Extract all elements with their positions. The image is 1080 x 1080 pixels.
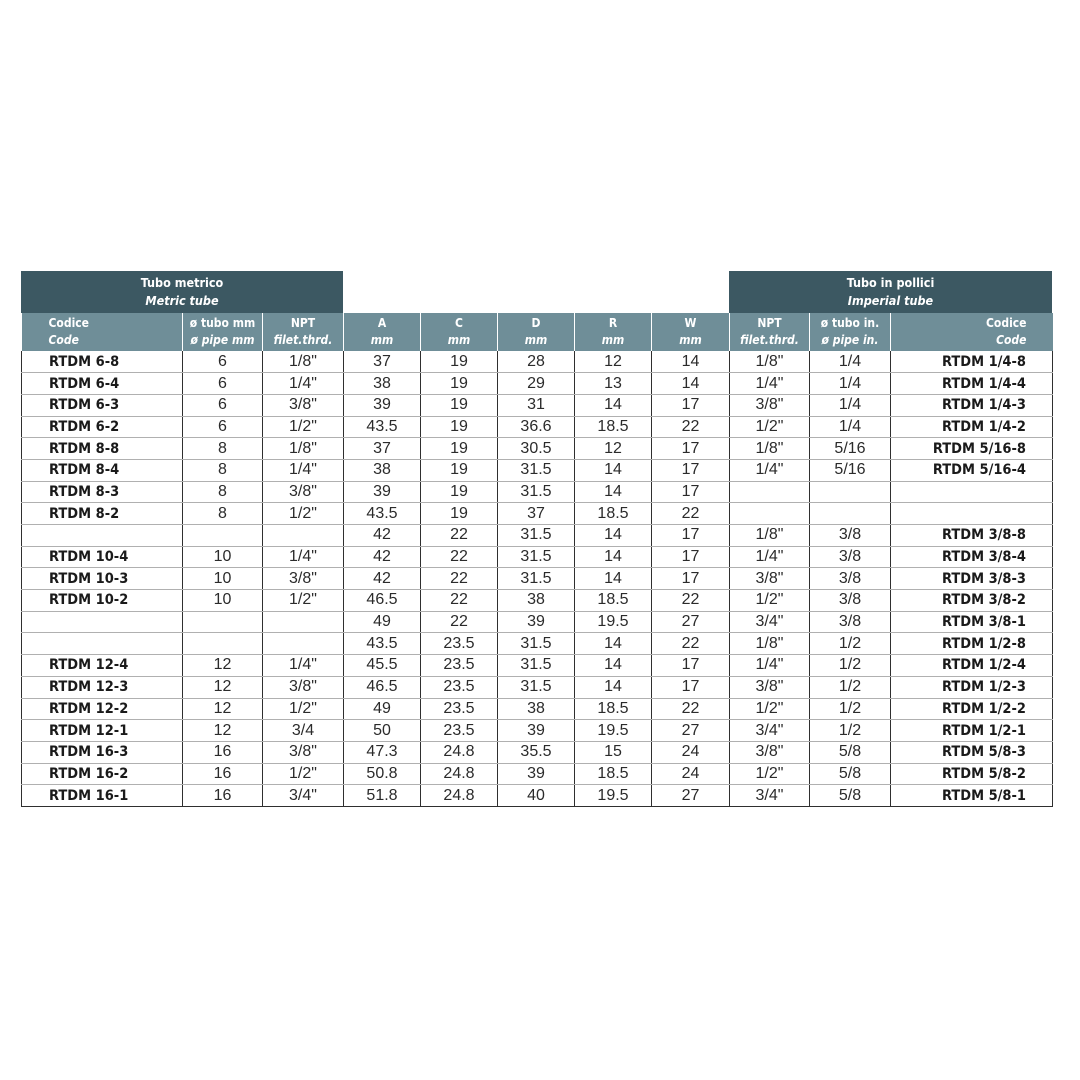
table-cell-code-metric: RTDM 16-2 — [22, 763, 183, 785]
column-header-sublabel: filet.thrd. — [273, 333, 333, 347]
table-cell-pipe-in: 5/8 — [810, 763, 891, 785]
table-row — [22, 741, 1053, 763]
table-cell-dim-c: 23.5 — [421, 698, 498, 720]
table-cell-dim-r: 14 — [575, 676, 652, 698]
table-cell-code-metric — [22, 633, 183, 655]
table-cell-code-imperial: RTDM 3/8-3 — [891, 568, 1053, 590]
table-row — [22, 611, 1053, 633]
table-cell-pipe-in: 3/8 — [810, 590, 891, 612]
table-cell-pipe-mm — [183, 633, 263, 655]
table-cell-pipe-in: 1/4 — [810, 351, 891, 373]
table-cell-pipe-mm: 6 — [183, 351, 263, 373]
table-cell-npt-metric: 1/2" — [263, 416, 344, 438]
table-cell-pipe-mm: 10 — [183, 546, 263, 568]
table-cell-code-imperial: RTDM 5/8-3 — [891, 741, 1053, 763]
table-cell-npt-imperial: 3/8" — [730, 741, 810, 763]
table-cell-npt-metric — [263, 633, 344, 655]
table-cell-npt-imperial: 1/8" — [730, 351, 810, 373]
column-header-sublabel: mm — [679, 333, 702, 347]
table-cell-dim-a: 38 — [344, 373, 421, 395]
table-cell-dim-a: 47.3 — [344, 741, 421, 763]
column-header-sublabel: Code — [996, 333, 1027, 347]
column-header-label: ø tubo mm — [189, 316, 256, 330]
table-cell-npt-metric: 1/8" — [263, 438, 344, 460]
table-cell-npt-imperial: 3/8" — [730, 394, 810, 416]
column-header-dim-w — [652, 313, 730, 351]
table-cell-pipe-in — [810, 481, 891, 503]
table-cell-dim-r: 14 — [575, 546, 652, 568]
table-cell-code-metric: RTDM 12-2 — [22, 698, 183, 720]
table-cell-code-imperial: RTDM 3/8-4 — [891, 546, 1053, 568]
table-cell-npt-imperial: 1/2" — [730, 698, 810, 720]
table-row — [22, 373, 1053, 395]
table-cell-npt-metric: 1/2" — [263, 698, 344, 720]
table-cell-dim-d: 31.5 — [498, 633, 575, 655]
table-cell-npt-metric: 3/8" — [263, 676, 344, 698]
table-cell-npt-metric: 3/8" — [263, 741, 344, 763]
table-cell-code-metric: RTDM 8-2 — [22, 503, 183, 525]
table-cell-code-imperial — [891, 481, 1053, 503]
table-cell-dim-d: 31.5 — [498, 525, 575, 547]
table-cell-code-imperial: RTDM 3/8-1 — [891, 611, 1053, 633]
table-cell-dim-c: 19 — [421, 373, 498, 395]
table-cell-code-imperial: RTDM 5/8-2 — [891, 763, 1053, 785]
table-row — [22, 590, 1053, 612]
table-cell-dim-w: 17 — [652, 525, 730, 547]
table-cell-dim-c: 23.5 — [421, 720, 498, 742]
table-cell-pipe-in: 3/8 — [810, 611, 891, 633]
table-row — [22, 438, 1053, 460]
imperial-group-subtitle: Imperial tube — [847, 293, 934, 308]
column-header-dim-r — [575, 313, 652, 351]
column-header-label: W — [684, 316, 697, 330]
table-row — [22, 546, 1053, 568]
table-cell-dim-a: 46.5 — [344, 676, 421, 698]
column-header-npt-metric — [263, 313, 344, 351]
table-cell-dim-w: 24 — [652, 763, 730, 785]
table-cell-dim-c: 19 — [421, 459, 498, 481]
table-cell-dim-w: 17 — [652, 546, 730, 568]
table-row — [22, 503, 1053, 525]
table-cell-dim-c: 24.8 — [421, 741, 498, 763]
imperial-group-title: Tubo in pollici — [846, 275, 935, 290]
table-cell-dim-r: 14 — [575, 568, 652, 590]
table-cell-dim-r: 12 — [575, 351, 652, 373]
table-cell-dim-r: 13 — [575, 373, 652, 395]
table-cell-dim-a: 42 — [344, 568, 421, 590]
table-cell-dim-w: 17 — [652, 459, 730, 481]
table-cell-pipe-in: 3/8 — [810, 546, 891, 568]
table-cell-code-imperial — [891, 503, 1053, 525]
table-cell-npt-metric: 3/4 — [263, 720, 344, 742]
table-cell-dim-r: 14 — [575, 633, 652, 655]
table-cell-dim-d: 39 — [498, 763, 575, 785]
table-cell-pipe-mm: 8 — [183, 438, 263, 460]
table-cell-code-imperial: RTDM 5/16-8 — [891, 438, 1053, 460]
column-header-row — [22, 313, 1053, 351]
table-cell-pipe-mm: 16 — [183, 741, 263, 763]
table-cell-dim-w: 27 — [652, 720, 730, 742]
table-cell-dim-a: 42 — [344, 546, 421, 568]
table-cell-npt-metric: 1/4" — [263, 459, 344, 481]
column-header-label: C — [455, 316, 463, 330]
column-header-sublabel: mm — [601, 333, 625, 347]
table-cell-dim-a: 49 — [344, 698, 421, 720]
table-cell-dim-a: 49 — [344, 611, 421, 633]
table-cell-pipe-mm: 12 — [183, 698, 263, 720]
table-cell-npt-metric: 1/2" — [263, 503, 344, 525]
table-cell-pipe-in: 1/4 — [810, 416, 891, 438]
table-cell-dim-d: 37 — [498, 503, 575, 525]
metric-group-subtitle: Metric tube — [145, 293, 219, 308]
table-cell-pipe-in: 5/8 — [810, 785, 891, 807]
table-cell-dim-a: 51.8 — [344, 785, 421, 807]
table-row — [22, 351, 1053, 373]
table-cell-code-metric: RTDM 10-3 — [22, 568, 183, 590]
table-cell-pipe-mm: 8 — [183, 503, 263, 525]
table-cell-npt-metric: 3/4" — [263, 785, 344, 807]
table-cell-dim-d: 31.5 — [498, 459, 575, 481]
table-cell-pipe-mm: 10 — [183, 568, 263, 590]
table-cell-npt-metric: 3/8" — [263, 394, 344, 416]
column-header-code-imperial — [891, 313, 1053, 351]
column-header-label: Codice — [986, 316, 1027, 330]
table-cell-code-metric: RTDM 8-3 — [22, 481, 183, 503]
table-row — [22, 481, 1053, 503]
metric-group-title: Tubo metrico — [140, 275, 224, 290]
table-cell-pipe-in: 1/2 — [810, 655, 891, 677]
table-row — [22, 785, 1053, 807]
table-cell-dim-r: 12 — [575, 438, 652, 460]
table-cell-dim-r: 14 — [575, 394, 652, 416]
table-row — [22, 459, 1053, 481]
table-cell-dim-r: 19.5 — [575, 785, 652, 807]
column-header-label: NPT — [290, 316, 316, 330]
table-cell-npt-imperial: 1/8" — [730, 438, 810, 460]
table-cell-pipe-in: 1/4 — [810, 373, 891, 395]
table-cell-npt-imperial: 3/4" — [730, 611, 810, 633]
column-header-sublabel: mm — [370, 333, 394, 347]
table-cell-dim-c: 19 — [421, 394, 498, 416]
table-cell-dim-d: 28 — [498, 351, 575, 373]
table-cell-pipe-mm: 12 — [183, 655, 263, 677]
table-row — [22, 568, 1053, 590]
table-cell-npt-metric: 3/8" — [263, 481, 344, 503]
table-cell-dim-d: 31.5 — [498, 568, 575, 590]
table-cell-npt-imperial: 1/2" — [730, 416, 810, 438]
table-cell-dim-a: 39 — [344, 394, 421, 416]
table-cell-dim-d: 31.5 — [498, 655, 575, 677]
table-cell-dim-d: 38 — [498, 590, 575, 612]
table-cell-code-metric: RTDM 10-2 — [22, 590, 183, 612]
table-cell-code-metric: RTDM 12-1 — [22, 720, 183, 742]
column-header-sublabel: ø pipe mm — [190, 333, 255, 347]
table-cell-npt-imperial: 1/4" — [730, 546, 810, 568]
table-cell-dim-w: 17 — [652, 394, 730, 416]
table-cell-dim-a: 43.5 — [344, 633, 421, 655]
table-cell-dim-w: 22 — [652, 633, 730, 655]
table-cell-npt-imperial: 3/8" — [730, 676, 810, 698]
column-header-pipe-in — [810, 313, 891, 351]
table-cell-dim-d: 35.5 — [498, 741, 575, 763]
table-cell-pipe-mm — [183, 611, 263, 633]
column-header-code-metric — [22, 313, 183, 351]
column-header-dim-c — [421, 313, 498, 351]
table-cell-pipe-mm: 8 — [183, 459, 263, 481]
table-cell-npt-imperial — [730, 503, 810, 525]
table-cell-pipe-mm: 6 — [183, 373, 263, 395]
table-cell-npt-metric: 1/4" — [263, 373, 344, 395]
table-cell-pipe-mm: 16 — [183, 763, 263, 785]
table-cell-dim-r: 14 — [575, 655, 652, 677]
table-cell-npt-imperial: 1/4" — [730, 459, 810, 481]
table-cell-code-metric: RTDM 8-8 — [22, 438, 183, 460]
table-cell-dim-a: 43.5 — [344, 503, 421, 525]
table-row — [22, 676, 1053, 698]
column-header-label: ø tubo in. — [820, 316, 880, 330]
table-cell-dim-c: 19 — [421, 351, 498, 373]
table-cell-npt-metric — [263, 611, 344, 633]
table-cell-pipe-in: 1/2 — [810, 698, 891, 720]
table-cell-npt-imperial: 1/2" — [730, 763, 810, 785]
table-cell-pipe-mm — [183, 525, 263, 547]
table-cell-dim-c: 19 — [421, 503, 498, 525]
table-cell-dim-d: 31 — [498, 394, 575, 416]
table-cell-npt-imperial — [730, 481, 810, 503]
table-cell-dim-a: 38 — [344, 459, 421, 481]
table-cell-code-imperial: RTDM 1/2-1 — [891, 720, 1053, 742]
table-cell-dim-a: 42 — [344, 525, 421, 547]
table-cell-pipe-mm: 6 — [183, 394, 263, 416]
table-cell-code-metric — [22, 611, 183, 633]
column-header-dim-d — [498, 313, 575, 351]
table-cell-dim-r: 19.5 — [575, 720, 652, 742]
table-row — [22, 416, 1053, 438]
table-body — [22, 351, 1053, 806]
table-cell-dim-a: 50 — [344, 720, 421, 742]
dimension-table-sheet — [21, 271, 1052, 807]
table-cell-code-metric: RTDM 6-4 — [22, 373, 183, 395]
table-cell-dim-w: 14 — [652, 351, 730, 373]
table-cell-dim-w: 22 — [652, 590, 730, 612]
table-cell-dim-d: 39 — [498, 720, 575, 742]
table-cell-code-imperial: RTDM 5/16-4 — [891, 459, 1053, 481]
table-cell-code-metric: RTDM 6-3 — [22, 394, 183, 416]
column-header-sublabel: filet.thrd. — [740, 333, 799, 347]
table-cell-pipe-in: 5/8 — [810, 741, 891, 763]
table-row — [22, 655, 1053, 677]
table-cell-dim-c: 22 — [421, 525, 498, 547]
column-header-label: A — [377, 316, 387, 330]
table-cell-dim-r: 15 — [575, 741, 652, 763]
table-cell-dim-a: 37 — [344, 351, 421, 373]
table-cell-pipe-in: 1/4 — [810, 394, 891, 416]
table-cell-code-metric: RTDM 6-2 — [22, 416, 183, 438]
table-cell-pipe-mm: 6 — [183, 416, 263, 438]
table-cell-code-imperial: RTDM 1/2-8 — [891, 633, 1053, 655]
table-cell-code-metric — [22, 525, 183, 547]
table-cell-dim-d: 31.5 — [498, 481, 575, 503]
table-cell-dim-w: 17 — [652, 676, 730, 698]
table-cell-code-imperial: RTDM 1/2-2 — [891, 698, 1053, 720]
table-cell-pipe-in: 3/8 — [810, 568, 891, 590]
table-cell-dim-c: 23.5 — [421, 676, 498, 698]
table-cell-dim-d: 30.5 — [498, 438, 575, 460]
table-cell-dim-d: 38 — [498, 698, 575, 720]
column-header-label: R — [608, 316, 618, 330]
table-cell-pipe-in: 5/16 — [810, 459, 891, 481]
table-cell-dim-w: 17 — [652, 438, 730, 460]
table-cell-npt-metric: 1/2" — [263, 590, 344, 612]
table-cell-dim-w: 27 — [652, 611, 730, 633]
table-cell-dim-a: 43.5 — [344, 416, 421, 438]
table-cell-npt-metric: 1/2" — [263, 763, 344, 785]
column-header-sublabel: mm — [524, 333, 548, 347]
table-cell-code-metric: RTDM 10-4 — [22, 546, 183, 568]
table-cell-pipe-in: 1/2 — [810, 633, 891, 655]
table-cell-dim-a: 37 — [344, 438, 421, 460]
table-cell-code-imperial: RTDM 1/4-3 — [891, 394, 1053, 416]
table-cell-pipe-mm: 16 — [183, 785, 263, 807]
table-cell-dim-w: 17 — [652, 568, 730, 590]
column-header-sublabel: ø pipe in. — [821, 333, 879, 347]
table-cell-dim-w: 22 — [652, 503, 730, 525]
table-cell-pipe-mm: 12 — [183, 676, 263, 698]
column-header-label: Codice — [48, 316, 89, 330]
column-header-label: D — [531, 316, 541, 330]
table-cell-dim-r: 14 — [575, 481, 652, 503]
table-cell-code-metric: RTDM 12-4 — [22, 655, 183, 677]
group-header-row — [21, 271, 1052, 313]
table-cell-dim-r: 19.5 — [575, 611, 652, 633]
table-cell-npt-metric: 1/4" — [263, 655, 344, 677]
table-cell-dim-d: 31.5 — [498, 546, 575, 568]
dimension-table — [21, 313, 1053, 807]
table-cell-pipe-in — [810, 503, 891, 525]
table-cell-code-metric: RTDM 16-1 — [22, 785, 183, 807]
table-cell-code-imperial: RTDM 3/8-8 — [891, 525, 1053, 547]
table-row — [22, 394, 1053, 416]
table-cell-code-imperial: RTDM 1/2-4 — [891, 655, 1053, 677]
table-cell-pipe-in: 3/8 — [810, 525, 891, 547]
table-cell-dim-c: 23.5 — [421, 633, 498, 655]
table-cell-code-imperial: RTDM 5/8-1 — [891, 785, 1053, 807]
table-cell-npt-imperial: 3/4" — [730, 720, 810, 742]
table-cell-dim-r: 14 — [575, 525, 652, 547]
table-cell-npt-imperial: 3/4" — [730, 785, 810, 807]
table-cell-dim-d: 29 — [498, 373, 575, 395]
table-cell-dim-r: 14 — [575, 459, 652, 481]
table-cell-code-metric: RTDM 12-3 — [22, 676, 183, 698]
metric-tube-group-header — [21, 271, 343, 313]
table-cell-dim-a: 45.5 — [344, 655, 421, 677]
table-cell-npt-imperial: 1/8" — [730, 633, 810, 655]
table-cell-dim-w: 22 — [652, 416, 730, 438]
table-cell-dim-w: 22 — [652, 698, 730, 720]
column-header-pipe-mm — [183, 313, 263, 351]
table-cell-npt-imperial: 1/2" — [730, 590, 810, 612]
table-cell-dim-r: 18.5 — [575, 763, 652, 785]
table-cell-pipe-mm: 10 — [183, 590, 263, 612]
table-cell-code-metric: RTDM 16-3 — [22, 741, 183, 763]
table-cell-npt-imperial: 1/8" — [730, 525, 810, 547]
table-cell-code-imperial: RTDM 3/8-2 — [891, 590, 1053, 612]
table-cell-dim-r: 18.5 — [575, 698, 652, 720]
table-cell-dim-w: 24 — [652, 741, 730, 763]
table-cell-dim-c: 22 — [421, 611, 498, 633]
table-cell-code-imperial: RTDM 1/4-8 — [891, 351, 1053, 373]
table-cell-dim-c: 19 — [421, 416, 498, 438]
table-cell-dim-c: 23.5 — [421, 655, 498, 677]
table-cell-dim-d: 31.5 — [498, 676, 575, 698]
table-row — [22, 720, 1053, 742]
table-cell-dim-a: 50.8 — [344, 763, 421, 785]
table-cell-dim-d: 39 — [498, 611, 575, 633]
table-cell-dim-w: 27 — [652, 785, 730, 807]
column-header-label: NPT — [757, 316, 782, 330]
table-cell-dim-c: 24.8 — [421, 763, 498, 785]
column-header-dim-a — [344, 313, 421, 351]
table-cell-dim-c: 22 — [421, 546, 498, 568]
imperial-tube-group-header — [729, 271, 1052, 313]
table-cell-dim-r: 18.5 — [575, 503, 652, 525]
table-cell-npt-imperial: 1/4" — [730, 655, 810, 677]
table-cell-dim-a: 39 — [344, 481, 421, 503]
table-cell-dim-d: 36.6 — [498, 416, 575, 438]
table-cell-dim-w: 17 — [652, 481, 730, 503]
table-row — [22, 633, 1053, 655]
table-cell-dim-a: 46.5 — [344, 590, 421, 612]
table-cell-pipe-mm: 8 — [183, 481, 263, 503]
table-cell-code-metric: RTDM 6-8 — [22, 351, 183, 373]
column-header-npt-imperial — [730, 313, 810, 351]
table-row — [22, 525, 1053, 547]
table-cell-npt-metric — [263, 525, 344, 547]
table-cell-dim-r: 18.5 — [575, 590, 652, 612]
column-header-sublabel: Code — [48, 333, 79, 347]
table-cell-npt-imperial: 3/8" — [730, 568, 810, 590]
table-cell-pipe-mm: 12 — [183, 720, 263, 742]
table-cell-dim-c: 19 — [421, 438, 498, 460]
table-cell-pipe-in: 1/2 — [810, 676, 891, 698]
table-cell-dim-c: 22 — [421, 568, 498, 590]
table-cell-pipe-in: 5/16 — [810, 438, 891, 460]
table-cell-dim-c: 22 — [421, 590, 498, 612]
table-cell-npt-metric: 1/4" — [263, 546, 344, 568]
table-cell-npt-metric: 1/8" — [263, 351, 344, 373]
column-header-sublabel: mm — [447, 333, 471, 347]
table-cell-dim-r: 18.5 — [575, 416, 652, 438]
table-cell-dim-d: 40 — [498, 785, 575, 807]
table-cell-npt-metric: 3/8" — [263, 568, 344, 590]
table-cell-npt-imperial: 1/4" — [730, 373, 810, 395]
table-cell-code-imperial: RTDM 1/4-2 — [891, 416, 1053, 438]
table-cell-dim-w: 14 — [652, 373, 730, 395]
table-row — [22, 763, 1053, 785]
table-cell-dim-c: 24.8 — [421, 785, 498, 807]
table-row — [22, 698, 1053, 720]
table-cell-dim-c: 19 — [421, 481, 498, 503]
table-cell-code-metric: RTDM 8-4 — [22, 459, 183, 481]
table-cell-dim-w: 17 — [652, 655, 730, 677]
table-cell-code-imperial: RTDM 1/2-3 — [891, 676, 1053, 698]
table-cell-code-imperial: RTDM 1/4-4 — [891, 373, 1053, 395]
table-cell-pipe-in: 1/2 — [810, 720, 891, 742]
